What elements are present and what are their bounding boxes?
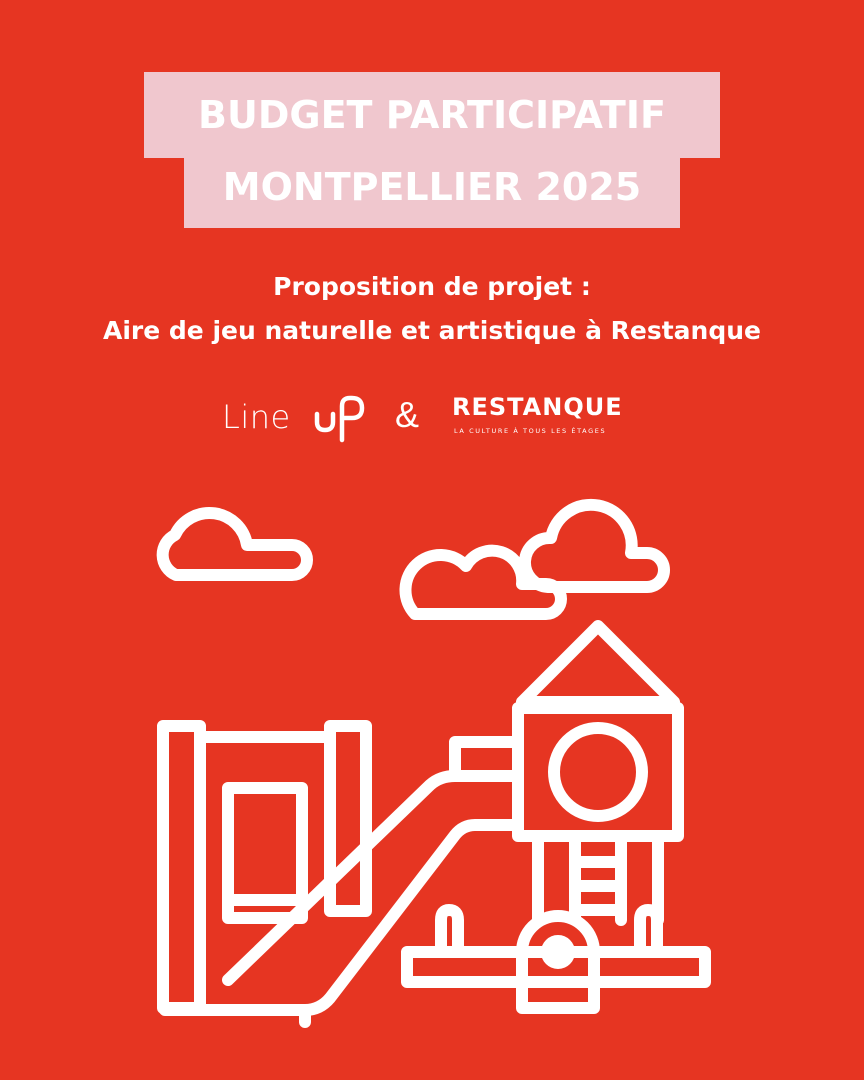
cloud-icon: [163, 513, 307, 575]
lineup-logo-text: Line: [222, 398, 291, 436]
restanque-logo: [452, 393, 652, 443]
playground-icon: [0, 470, 864, 1070]
ampersand: &: [395, 394, 420, 435]
cloud-icon: [525, 505, 664, 587]
restanque-logo-tagline: LA CULTURE À TOUS LES ÉTAGES: [454, 427, 607, 435]
tower-icon: [518, 626, 678, 920]
restanque-logo-name: RESTANQUE: [452, 393, 623, 421]
lineup-up-mark: [312, 392, 368, 444]
swing-icon: [163, 726, 366, 1008]
subtitle-proposal-label: Proposition de projet :: [273, 272, 591, 301]
lineup-logo: [222, 392, 372, 444]
title-line-1: BUDGET PARTICIPATIF: [144, 72, 720, 158]
title-line-2: MONTPELLIER 2025: [184, 154, 680, 228]
subtitle-project-name: Aire de jeu naturelle et artistique à Restanque: [103, 316, 761, 345]
seesaw-icon: [407, 910, 705, 1008]
